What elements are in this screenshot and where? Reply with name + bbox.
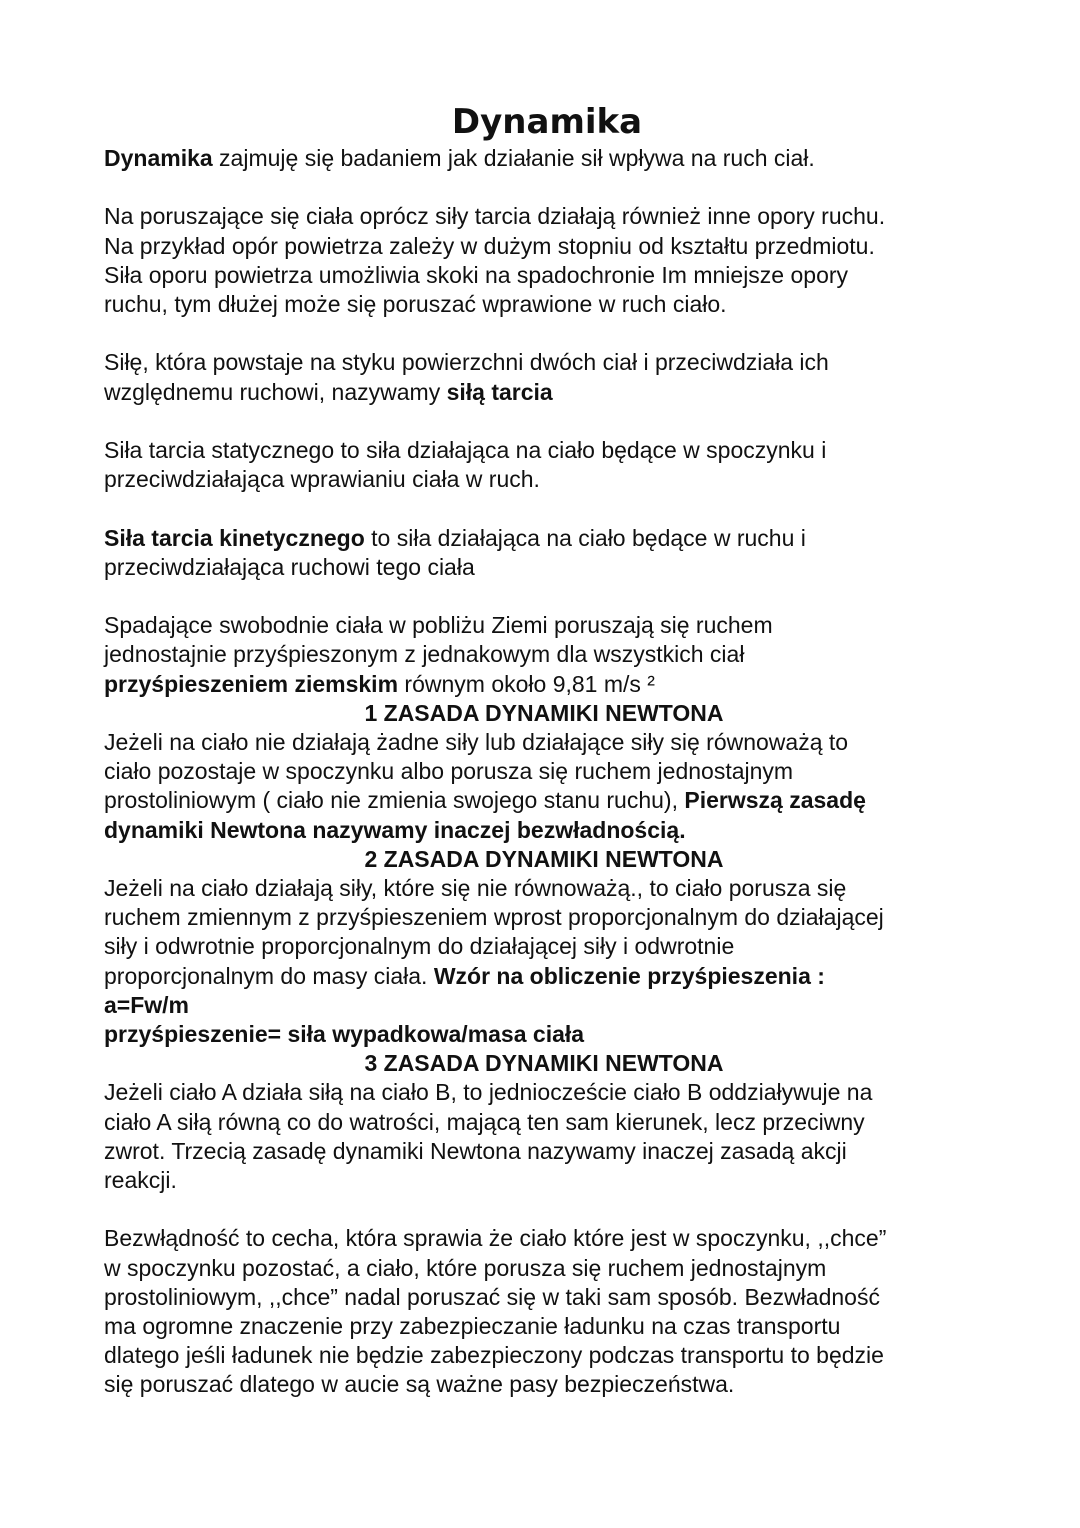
friction-text: Siłę, która powstaje na styku powierzchni dwóch ciał i przeciwdziała ich względnemu ruchowi, nazywamy (104, 349, 829, 405)
spacer (104, 319, 984, 348)
gravity-text-after: równym około 9,81 m/s ² (398, 670, 655, 697)
inertia-paragraph: Bezwłądność to cecha, która sprawia że ciało które jest w spoczynku, ,,chce” w spoczynku pozostać, a ciało, które porusza się ruchem jednostajnym prostoliniowym, ,,chce” nadal poruszać się w taki sam sposób. Bezwładność ma ogromne znaczenie przy zabezpieczanie ładunku na czas transportu dlatego jeśli ładunek nie będzie zabezpieczony podczas transportu to będzie się poruszać dlatego w aucie są ważne pasy bezpieczeństwa. (104, 1225, 887, 1398)
kinetic-bold-term: Siła tarcia kinetycznego (104, 524, 365, 551)
spacer (104, 582, 984, 611)
static-friction-paragraph: Siła tarcia statycznego to siła działająca na ciało będące w spoczynku i przeciwdziałająca wprawianiu ciała w ruch. (104, 436, 827, 493)
spacer (104, 1195, 984, 1224)
law3-heading: 3 ZASADA DYNAMIKI NEWTONA (364, 1050, 724, 1077)
spacer (104, 173, 984, 202)
intro-bold-term: Dynamika (104, 145, 213, 171)
intro-text: zajmuję się badaniem jak działanie sił wpływa na ruch ciał. (212, 145, 815, 171)
friction-bold-term: siłą tarcia (446, 378, 553, 405)
law1-paragraph (104, 728, 984, 845)
kinetic-friction-paragraph (104, 524, 984, 582)
law1-text: Jeżeli na ciało nie działają żadne siły lub działające siły się równoważą to ciało pozostaje w spoczynku albo porusza się ruchem jednostajnym prostoliniowym ( ciało nie zmienia swojego stanu ruchu), (104, 728, 849, 814)
resistance-paragraph: Na poruszające się ciała oprócz siły tarcia działają również inne opory ruchu. Na przykład opór powietrza zależy w dużym stopniu od kształtu przedmiotu. Siła oporu powietrza umożliwia skoki na spadochronie Im mniejsze opory ruchu, tym dłużej może się poruszać wprawione w ruch ciało. (104, 203, 886, 317)
kinetic-text: to siła działająca na ciało będące w ruchu i przeciwdziałająca ruchowi tego ciała (104, 524, 806, 580)
gravity-paragraph (104, 611, 984, 699)
page-title: Dynamika (451, 102, 643, 142)
gravity-text: Spadające swobodnie ciała w pobliżu Ziemi poruszają się ruchem jednostajnie przyśpieszonym z jednakowym dla wszystkich ciał (104, 612, 773, 668)
law2-bold-text: Wzór na obliczenie przyśpieszenia : a=Fw/m przyśpieszenie= siła wypadkowa/masa ciała (104, 962, 825, 1048)
law1-heading: 1 ZASADA DYNAMIKI NEWTONA (364, 699, 724, 726)
gravity-bold-term: przyśpieszeniem ziemskim (104, 670, 399, 697)
law2-heading: 2 ZASADA DYNAMIKI NEWTONA (364, 845, 724, 872)
law3-paragraph: Jeżeli ciało A działa siłą na ciało B, to jednioczeście ciało B oddziaływuje na ciało A siłą równą co do watrości, mającą ten sam kierunek, lecz przeciwny zwrot. Trzecią zasadę dynamiki Newtona nazywamy inaczej zasadą akcji reakcji. (104, 1079, 873, 1194)
friction-paragraph (104, 348, 984, 406)
law2-paragraph (104, 874, 984, 1049)
law2-text: Jeżeli na ciało działają siły, które się nie równoważą., to ciało porusza się ruchem zmiennym z przyśpieszeniem wprost proporcjonalnym do działającej siły i odwrotnie proporcjonalnym do działającej siły i odwrotnie proporcjonalnym do masy ciała. (104, 875, 884, 989)
spacer (104, 494, 984, 523)
law1-bold-text: Pierwszą zasadę dynamiki Newtona nazywamy inaczej bezwładnością. (104, 787, 866, 843)
spacer (104, 407, 984, 436)
document-page (104, 100, 984, 1400)
intro-paragraph (104, 144, 984, 173)
